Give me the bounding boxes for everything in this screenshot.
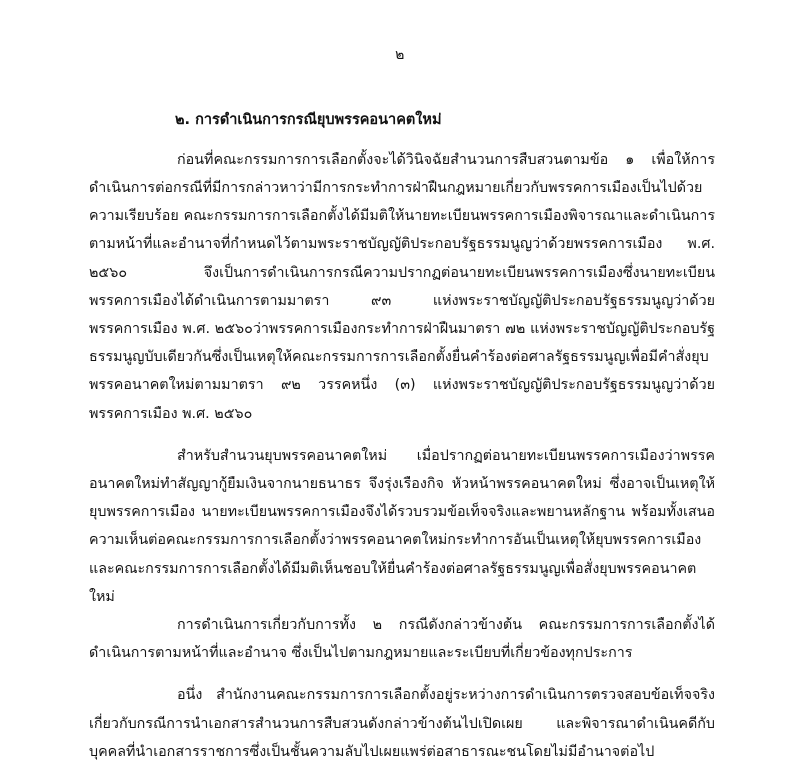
paragraph-4: อนึ่ง สำนักงานคณะกรรมการการเลือกตั้งอยู่ระหว่างการดำเนินการตรวจสอบข้อเท็จจริงเกี่ยวกับกรณีการนำเอกสารสำนวนการสืบสวนดังกล่าวข้างต้นไปเปิดเผย และพิจารณาดำเนินคดีกับบุคคลที่นำเอกสารราชการซึ่งเป็นชั้นความลับไปเผยแพร่ต่อสาธารณะชนโดยไม่มีอำนาจต่อไป	[89, 687, 715, 760]
page-number: ๒	[395, 47, 405, 63]
paragraph-3: การดำเนินการเกี่ยวกับการทั้ง ๒ กรณีดังกล่าวข้างต้น คณะกรรมการการเลือกตั้งได้ดำเนินการตามหน้าที่และอำนาจ ซึ่งเป็นไปตามกฎหมายและระเบียบที่เกี่ยวข้องทุกประการ	[89, 617, 715, 662]
paragraph-1: ก่อนที่คณะกรรมการการเลือกตั้งจะได้วินิจฉัยสำนวนการสืบสวนตามข้อ ๑ เพื่อให้การดำเนินการต่อกรณีที่มีการกล่าวหาว่ามีการกระทำการฝ่าฝืนกฎหมายเกี่ยวกับพรรคการเมืองเป็นไปด้วยความเรียบร้อย คณะกรรมการการเลือกตั้งได้มีมติให้นายทะเบียนพรรคการเมืองพิจารณาและดำเนินการตามหน้าที่และอำนาจที่กำหนดไว้ตามพระราชบัญญัติประกอบรัฐธรรมนูญว่าด้วยพรรคการเมือง พ.ศ. ๒๕๖๐ จึงเป็นการดำเนินการกรณีความปรากฏต่อนายทะเบียนพรรคการเมืองซึ่งนายทะเบียนพรรคการเมืองได้ดำเนินการตามมาตรา ๙๓ แห่งพระราชบัญญัติประกอบรัฐธรรมนูญว่าด้วยพรรคการเมือง พ.ศ. ๒๕๖๐ว่าพรรคการเมืองกระทำการฝ่าฝืนมาตรา ๗๒ แห่งพระราชบัญญัติประกอบรัฐธรรมนูญบับเดียวกันซึ่งเป็นเหตุให้คณะกรรมการการเลือกตั้งยื่นคำร้องต่อศาลรัฐธรรมนูญเพื่อมีคำสั่งยุบพรรคอนาคตใหม่ตามมาตรา ๙๒ วรรคหนึ่ง (๓) แห่งพระราชบัญญัติประกอบรัฐธรรมนูญว่าด้วยพรรคการเมือง พ.ศ. ๒๕๖๐	[89, 151, 715, 422]
paragraph-2: สำหรับสำนวนยุบพรรคอนาคตใหม่ เมื่อปรากฏต่อนายทะเบียนพรรคการเมืองว่าพรรคอนาคตใหม่ทำสัญญากู้ยืมเงินจากนายธนาธร จึงรุ่งเรืองกิจ หัวหน้าพรรคอนาคตใหม่ ซึ่งอาจเป็นเหตุให้ยุบพรรคการเมือง นายทะเบียนพรรคการเมืองจึงได้รวบรวมข้อเท็จจริงและพยานหลักฐาน พร้อมทั้งเสนอความเห็นต่อคณะกรรมการการเลือกตั้งว่าพรรคอนาคตใหม่กระทำการอันเป็นเหตุให้ยุบพรรคการเมืองและคณะกรรมการการเลือกตั้งได้มีมติเห็นชอบให้ยื่นคำร้องต่อศาลรัฐธรรมนูญเพื่อสั่งยุบพรรคอนาคตใหม่	[89, 447, 715, 605]
document-body	[85, 110, 715, 766]
document-page	[0, 44, 800, 767]
section-heading: ๒. การดำเนินการกรณียุบพรรคอนาคตใหม่	[175, 112, 442, 128]
